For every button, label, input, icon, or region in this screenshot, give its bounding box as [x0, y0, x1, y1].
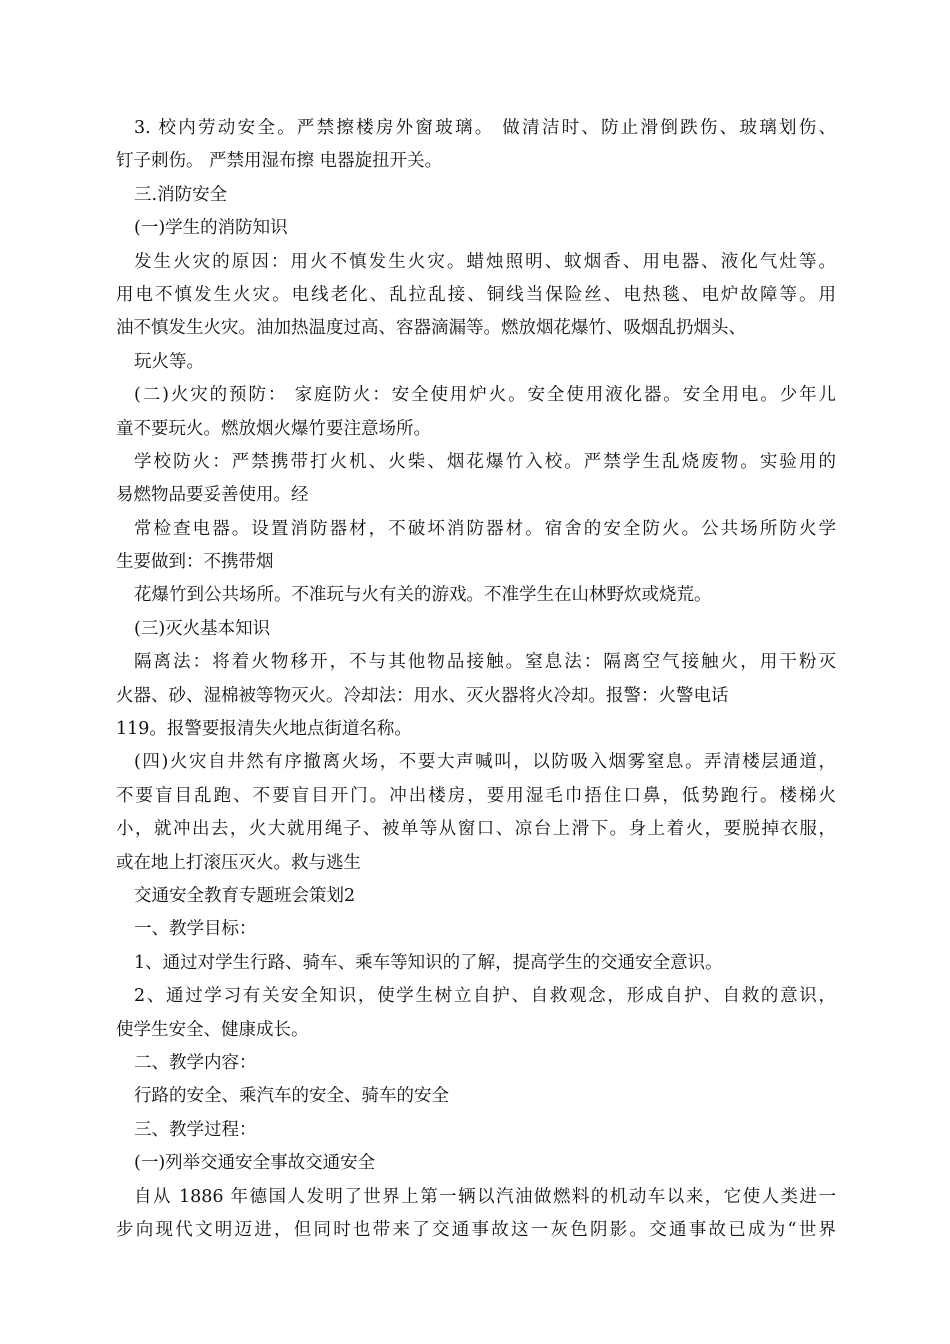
text-line: 用电不慎发生火灾。电线老化、乱拉乱接、铜线当保险丝、电热毯、电炉故障等。用 [116, 284, 836, 305]
text-line: 油不慎发生火灾。油加热温度过高、容器滴漏等。燃放烟花爆竹、吸烟乱扔烟头、 [116, 318, 746, 339]
text-line: 3. 校内劳动安全。严禁擦楼房外窗玻璃。 做清洁时、防止滑倒跌伤、玻璃划伤、 [134, 118, 836, 138]
text-line: 三、教学过程： [134, 1119, 257, 1140]
text-line: 隔离法：将着火物移开，不与其他物品接触。窒息法：隔离空气接触火，用干粉灭 [134, 652, 836, 673]
text-line: 火器、砂、湿棉被等物灭火。冷却法：用水、灭火器将火冷却。报警：火警电话 [116, 685, 729, 706]
text-line: 2、通过学习有关安全知识，使学生树立自护、自救观念，形成自护、自救的意识， [134, 986, 836, 1007]
text-line: (一)列举交通安全事故交通安全 [134, 1153, 376, 1174]
text-line: 二、教学内容： [134, 1052, 257, 1073]
text-line: 小，就冲出去，火大就用绳子、被单等从窗口、凉台上滑下。身上着火，要脱掉衣服， [116, 819, 836, 840]
text-line: 步向现代文明迈进，但同时也带来了交通事故这一灰色阴影。交通事故已成为“世界 [116, 1219, 836, 1240]
text-line: (三)灭火基本知识 [134, 618, 271, 639]
text-line: 自从 1886 年德国人发明了世界上第一辆以汽油做燃料的机动车以来，它使人类进一 [134, 1186, 836, 1207]
text-line: 发生火灾的原因：用火不慎发生火灾。蜡烛照明、蚊烟香、用电器、液化气灶等。 [134, 251, 836, 272]
text-line: 生要做到：不携带烟 [116, 552, 274, 573]
text-line: 一、教学目标： [134, 919, 257, 940]
text-line: 119。报警要报清失火地点街道名称。 [116, 719, 412, 740]
text-line: 不要盲目乱跑、不要盲目开门。冲出楼房，要用湿毛巾捂住口鼻，低势跑行。楼梯火 [116, 785, 836, 806]
text-line: 童不要玩火。燃放烟火爆竹要注意场所。 [116, 418, 431, 439]
text-line: (四)火灾自井然有序撤离火场，不要大声喊叫，以防吸入烟雾窒息。弄清楼层通道， [134, 752, 836, 773]
text-line: 行路的安全、乘汽车的安全、骑车的安全 [134, 1086, 449, 1107]
text-line: 花爆竹到公共场所。不准玩与火有关的游戏。不准学生在山林野炊或烧荒。 [134, 585, 712, 606]
text-line: 或在地上打滚压灭火。救与逃生 [116, 852, 361, 873]
text-line: (一)学生的消防知识 [134, 218, 288, 239]
text-line: 玩火等。 [134, 351, 204, 372]
text-line: 钉子刺伤。 严禁用湿布擦 电器旋扭开关。 [116, 151, 443, 172]
text-line: (二)火灾的预防： 家庭防火：安全使用炉火。安全使用液化器。安全用电。少年儿 [134, 385, 836, 406]
text-line: 易燃物品要妥善使用。经 [116, 485, 309, 506]
text-line: 学校防火：严禁携带打火机、火柴、烟花爆竹入校。严禁学生乱烧废物。实验用的 [134, 451, 836, 472]
document-body [116, 112, 836, 1247]
text-line: 交通安全教育专题班会策划2 [134, 885, 356, 906]
text-line: 1、通过对学生行路、骑车、乘车等知识的了解，提高学生的交通安全意识。 [134, 952, 723, 973]
text-line: 三.消防安全 [134, 184, 228, 205]
text-line: 常检查电器。设置消防器材，不破坏消防器材。宿舍的安全防火。公共场所防火学 [134, 518, 836, 539]
text-line: 使学生安全、健康成长。 [116, 1019, 309, 1040]
